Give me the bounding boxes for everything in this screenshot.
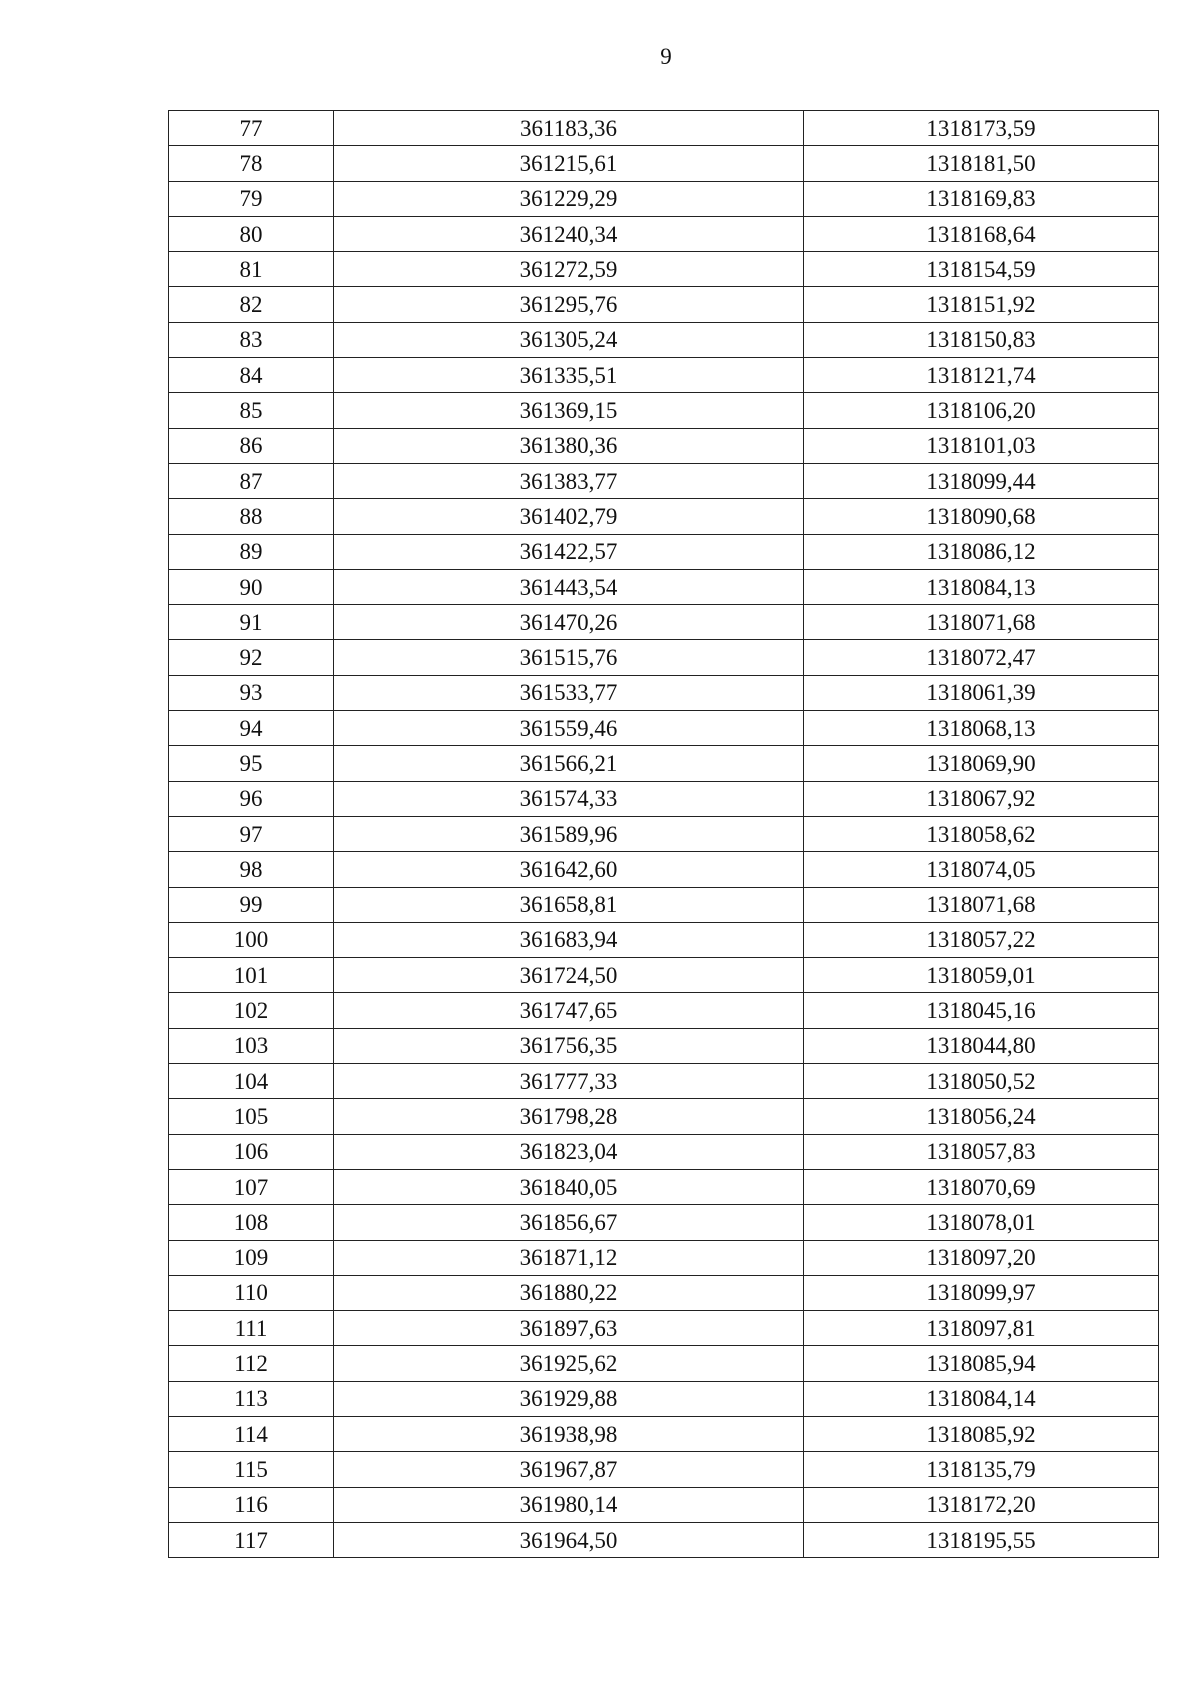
- x-coordinate-cell: 361589,96: [334, 816, 804, 851]
- x-coordinate-cell: 361642,60: [334, 852, 804, 887]
- table-row: [169, 1346, 1159, 1381]
- x-coordinate-cell: 361380,36: [334, 428, 804, 463]
- point-number-cell: 101: [169, 958, 334, 993]
- table-row: [169, 1169, 1159, 1204]
- y-coordinate-cell: 1318084,13: [804, 569, 1159, 604]
- point-number-cell: 112: [169, 1346, 334, 1381]
- table-row: [169, 216, 1159, 251]
- page-number: 9: [660, 44, 672, 69]
- table-row: [169, 1381, 1159, 1416]
- point-number-cell: 95: [169, 746, 334, 781]
- point-number-cell: 115: [169, 1452, 334, 1487]
- x-coordinate-cell: 361215,61: [334, 146, 804, 181]
- table-row: [169, 958, 1159, 993]
- point-number-cell: 82: [169, 287, 334, 322]
- table-row: [169, 675, 1159, 710]
- point-number-cell: 109: [169, 1240, 334, 1275]
- table-row: [169, 428, 1159, 463]
- point-number-cell: 84: [169, 358, 334, 393]
- table-row: [169, 287, 1159, 322]
- x-coordinate-cell: 361229,29: [334, 181, 804, 216]
- table-row: [169, 1028, 1159, 1063]
- table-row: [169, 852, 1159, 887]
- x-coordinate-cell: 361566,21: [334, 746, 804, 781]
- table-row: [169, 534, 1159, 569]
- coordinates-table: [168, 110, 1159, 1558]
- point-number-cell: 110: [169, 1275, 334, 1310]
- point-number-cell: 89: [169, 534, 334, 569]
- x-coordinate-cell: 361658,81: [334, 887, 804, 922]
- y-coordinate-cell: 1318097,20: [804, 1240, 1159, 1275]
- x-coordinate-cell: 361856,67: [334, 1205, 804, 1240]
- table-row: [169, 1311, 1159, 1346]
- y-coordinate-cell: 1318069,90: [804, 746, 1159, 781]
- x-coordinate-cell: 361724,50: [334, 958, 804, 993]
- x-coordinate-cell: 361777,33: [334, 1064, 804, 1099]
- point-number-cell: 92: [169, 640, 334, 675]
- y-coordinate-cell: 1318059,01: [804, 958, 1159, 993]
- y-coordinate-cell: 1318084,14: [804, 1381, 1159, 1416]
- table-row: [169, 1522, 1159, 1557]
- y-coordinate-cell: 1318056,24: [804, 1099, 1159, 1134]
- point-number-cell: 94: [169, 711, 334, 746]
- table-row: [169, 393, 1159, 428]
- y-coordinate-cell: 1318067,92: [804, 781, 1159, 816]
- table-row: [169, 322, 1159, 357]
- point-number-cell: 93: [169, 675, 334, 710]
- y-coordinate-cell: 1318071,68: [804, 605, 1159, 640]
- y-coordinate-cell: 1318074,05: [804, 852, 1159, 887]
- table-row: [169, 569, 1159, 604]
- y-coordinate-cell: 1318097,81: [804, 1311, 1159, 1346]
- x-coordinate-cell: 361272,59: [334, 252, 804, 287]
- x-coordinate-cell: 361897,63: [334, 1311, 804, 1346]
- table-row: [169, 605, 1159, 640]
- table-row: [169, 181, 1159, 216]
- table-row: [169, 1205, 1159, 1240]
- y-coordinate-cell: 1318195,55: [804, 1522, 1159, 1557]
- x-coordinate-cell: 361756,35: [334, 1028, 804, 1063]
- y-coordinate-cell: 1318085,94: [804, 1346, 1159, 1381]
- y-coordinate-cell: 1318058,62: [804, 816, 1159, 851]
- y-coordinate-cell: 1318057,83: [804, 1134, 1159, 1169]
- point-number-cell: 108: [169, 1205, 334, 1240]
- table-row: [169, 887, 1159, 922]
- point-number-cell: 80: [169, 216, 334, 251]
- y-coordinate-cell: 1318072,47: [804, 640, 1159, 675]
- point-number-cell: 117: [169, 1522, 334, 1557]
- point-number-cell: 78: [169, 146, 334, 181]
- x-coordinate-cell: 361683,94: [334, 922, 804, 957]
- coordinates-table-body: [169, 111, 1159, 1558]
- point-number-cell: 116: [169, 1487, 334, 1522]
- table-row: [169, 1275, 1159, 1310]
- point-number-cell: 114: [169, 1416, 334, 1451]
- point-number-cell: 96: [169, 781, 334, 816]
- point-number-cell: 88: [169, 499, 334, 534]
- x-coordinate-cell: 361422,57: [334, 534, 804, 569]
- y-coordinate-cell: 1318151,92: [804, 287, 1159, 322]
- x-coordinate-cell: 361929,88: [334, 1381, 804, 1416]
- table-row: [169, 816, 1159, 851]
- point-number-cell: 99: [169, 887, 334, 922]
- point-number-cell: 106: [169, 1134, 334, 1169]
- point-number-cell: 102: [169, 993, 334, 1028]
- table-row: [169, 1452, 1159, 1487]
- x-coordinate-cell: 361747,65: [334, 993, 804, 1028]
- point-number-cell: 81: [169, 252, 334, 287]
- y-coordinate-cell: 1318150,83: [804, 322, 1159, 357]
- x-coordinate-cell: 361305,24: [334, 322, 804, 357]
- x-coordinate-cell: 361823,04: [334, 1134, 804, 1169]
- point-number-cell: 98: [169, 852, 334, 887]
- table-row: [169, 1240, 1159, 1275]
- x-coordinate-cell: 361967,87: [334, 1452, 804, 1487]
- x-coordinate-cell: 361798,28: [334, 1099, 804, 1134]
- point-number-cell: 97: [169, 816, 334, 851]
- y-coordinate-cell: 1318044,80: [804, 1028, 1159, 1063]
- y-coordinate-cell: 1318071,68: [804, 887, 1159, 922]
- x-coordinate-cell: 361980,14: [334, 1487, 804, 1522]
- point-number-cell: 104: [169, 1064, 334, 1099]
- table-row: [169, 746, 1159, 781]
- x-coordinate-cell: 361470,26: [334, 605, 804, 640]
- y-coordinate-cell: 1318168,64: [804, 216, 1159, 251]
- y-coordinate-cell: 1318106,20: [804, 393, 1159, 428]
- y-coordinate-cell: 1318061,39: [804, 675, 1159, 710]
- point-number-cell: 103: [169, 1028, 334, 1063]
- x-coordinate-cell: 361574,33: [334, 781, 804, 816]
- table-row: [169, 1064, 1159, 1099]
- x-coordinate-cell: 361295,76: [334, 287, 804, 322]
- point-number-cell: 86: [169, 428, 334, 463]
- table-row: [169, 463, 1159, 498]
- table-row: [169, 252, 1159, 287]
- y-coordinate-cell: 1318169,83: [804, 181, 1159, 216]
- y-coordinate-cell: 1318068,13: [804, 711, 1159, 746]
- y-coordinate-cell: 1318086,12: [804, 534, 1159, 569]
- point-number-cell: 105: [169, 1099, 334, 1134]
- table-row: [169, 1416, 1159, 1451]
- y-coordinate-cell: 1318090,68: [804, 499, 1159, 534]
- table-row: [169, 922, 1159, 957]
- table-row: [169, 781, 1159, 816]
- x-coordinate-cell: 361840,05: [334, 1169, 804, 1204]
- x-coordinate-cell: 361183,36: [334, 111, 804, 146]
- y-coordinate-cell: 1318181,50: [804, 146, 1159, 181]
- table-row: [169, 358, 1159, 393]
- point-number-cell: 90: [169, 569, 334, 604]
- y-coordinate-cell: 1318085,92: [804, 1416, 1159, 1451]
- x-coordinate-cell: 361402,79: [334, 499, 804, 534]
- point-number-cell: 107: [169, 1169, 334, 1204]
- point-number-cell: 87: [169, 463, 334, 498]
- y-coordinate-cell: 1318050,52: [804, 1064, 1159, 1099]
- x-coordinate-cell: 361925,62: [334, 1346, 804, 1381]
- y-coordinate-cell: 1318135,79: [804, 1452, 1159, 1487]
- x-coordinate-cell: 361964,50: [334, 1522, 804, 1557]
- table-row: [169, 1134, 1159, 1169]
- x-coordinate-cell: 361443,54: [334, 569, 804, 604]
- x-coordinate-cell: 361515,76: [334, 640, 804, 675]
- table-row: [169, 640, 1159, 675]
- x-coordinate-cell: 361240,34: [334, 216, 804, 251]
- y-coordinate-cell: 1318101,03: [804, 428, 1159, 463]
- x-coordinate-cell: 361559,46: [334, 711, 804, 746]
- table-row: [169, 1487, 1159, 1522]
- y-coordinate-cell: 1318078,01: [804, 1205, 1159, 1240]
- y-coordinate-cell: 1318045,16: [804, 993, 1159, 1028]
- point-number-cell: 85: [169, 393, 334, 428]
- point-number-cell: 83: [169, 322, 334, 357]
- point-number-cell: 113: [169, 1381, 334, 1416]
- point-number-cell: 91: [169, 605, 334, 640]
- x-coordinate-cell: 361369,15: [334, 393, 804, 428]
- point-number-cell: 77: [169, 111, 334, 146]
- y-coordinate-cell: 1318172,20: [804, 1487, 1159, 1522]
- y-coordinate-cell: 1318099,97: [804, 1275, 1159, 1310]
- y-coordinate-cell: 1318070,69: [804, 1169, 1159, 1204]
- point-number-cell: 79: [169, 181, 334, 216]
- point-number-cell: 100: [169, 922, 334, 957]
- x-coordinate-cell: 361335,51: [334, 358, 804, 393]
- table-row: [169, 1099, 1159, 1134]
- table-row: [169, 146, 1159, 181]
- table-row: [169, 499, 1159, 534]
- table-row: [169, 111, 1159, 146]
- x-coordinate-cell: 361880,22: [334, 1275, 804, 1310]
- table-row: [169, 993, 1159, 1028]
- y-coordinate-cell: 1318154,59: [804, 252, 1159, 287]
- y-coordinate-cell: 1318057,22: [804, 922, 1159, 957]
- x-coordinate-cell: 361938,98: [334, 1416, 804, 1451]
- table-row: [169, 711, 1159, 746]
- x-coordinate-cell: 361871,12: [334, 1240, 804, 1275]
- y-coordinate-cell: 1318121,74: [804, 358, 1159, 393]
- point-number-cell: 111: [169, 1311, 334, 1346]
- y-coordinate-cell: 1318173,59: [804, 111, 1159, 146]
- x-coordinate-cell: 361533,77: [334, 675, 804, 710]
- x-coordinate-cell: 361383,77: [334, 463, 804, 498]
- y-coordinate-cell: 1318099,44: [804, 463, 1159, 498]
